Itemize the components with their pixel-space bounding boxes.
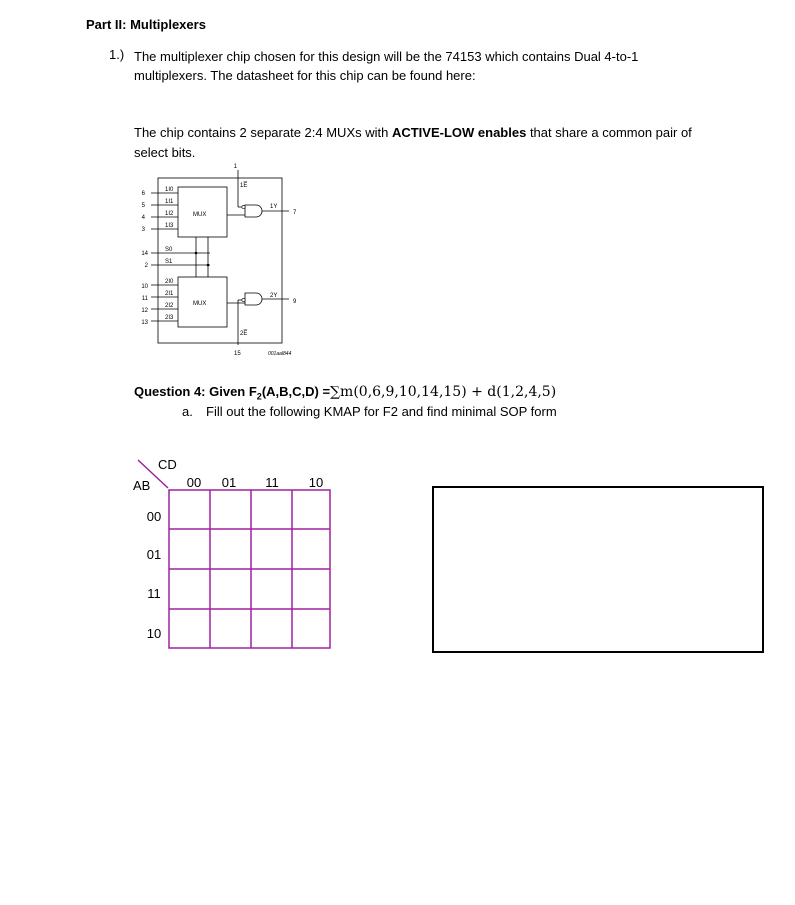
item1-line1: The multiplexer chip chosen for this design will be the 74153 which contains Dual 4-to-1 <box>134 49 639 64</box>
kmap-col-var: CD <box>158 457 177 472</box>
pin-5: 5 <box>141 203 145 209</box>
input-label-2i1: 2I1 <box>165 291 174 297</box>
pin-13: 13 <box>141 320 148 326</box>
chip-description-line1 <box>134 123 692 143</box>
pin-6: 6 <box>141 191 145 197</box>
chip-outline <box>158 178 282 343</box>
kmap-cell-01-01[interactable] <box>211 530 250 568</box>
kmap-cell-01-00[interactable] <box>170 530 209 568</box>
kmap-row-header: 01 <box>146 547 162 562</box>
kmap-cell-11-10[interactable] <box>293 570 329 608</box>
input-label-1i2: 1I2 <box>165 211 174 217</box>
kmap-cell-01-10[interactable] <box>293 530 329 568</box>
kmap-row-var: AB <box>133 478 151 493</box>
pin-3: 3 <box>141 227 145 233</box>
section-title: Part II: Multiplexers <box>86 17 206 32</box>
input-label-1i0: 1I0 <box>165 187 174 193</box>
kmap-col-header: 11 <box>265 475 279 490</box>
input-label-s1: S1 <box>165 259 173 265</box>
item1-line2: multiplexers. The datasheet for this chip can be found here: <box>134 68 476 83</box>
question4-prefix: Question 4: Given F <box>134 384 257 399</box>
output1-label: 1Y <box>270 204 278 210</box>
mux-chip-diagram <box>135 160 315 360</box>
kmap-cell-10-00[interactable] <box>170 610 209 647</box>
chip-text-part1: The chip contains 2 separate 2:4 MUXs with <box>134 125 392 140</box>
input-label-2i0: 2I0 <box>165 279 174 285</box>
kmap-col-header: 01 <box>221 475 237 490</box>
mux-label-top: MUX <box>193 212 207 218</box>
kmap-cell-00-01[interactable] <box>211 491 250 528</box>
figure-id: 001aal844 <box>268 351 292 357</box>
pin-12: 12 <box>141 308 148 314</box>
chip-description <box>134 123 692 163</box>
pin-15: 15 <box>234 351 241 357</box>
part-a-label: a. <box>182 404 193 419</box>
kmap-cell-11-00[interactable] <box>170 570 209 608</box>
kmap-cell-10-10[interactable] <box>293 610 329 647</box>
input-label-2i2: 2I2 <box>165 303 174 309</box>
enable2-label: 2E̅ <box>240 331 248 337</box>
input-label-2i3: 2I3 <box>165 315 174 321</box>
kmap-cell-10-01[interactable] <box>211 610 250 647</box>
question4-heading <box>134 384 556 402</box>
pin-9: 9 <box>293 299 297 305</box>
question4-vars: (A,B,C,D) = <box>261 384 331 399</box>
enable1-label: 1E̅ <box>240 183 248 189</box>
input-label-s0: S0 <box>165 247 173 253</box>
kmap-row-header: 10 <box>146 626 162 641</box>
kmap <box>125 455 340 655</box>
pin-14: 14 <box>141 251 148 257</box>
input-label-1i3: 1I3 <box>165 223 174 229</box>
kmap-cell-01-11[interactable] <box>252 530 291 568</box>
pin-11: 11 <box>141 296 148 302</box>
pin-4: 4 <box>141 215 145 221</box>
input-label-1i1: 1I1 <box>165 199 174 205</box>
pin-2: 2 <box>144 263 148 269</box>
output2-label: 2Y <box>270 293 278 299</box>
part-a-text: Fill out the following KMAP for F2 and find minimal SOP form <box>206 404 557 419</box>
kmap-cell-00-00[interactable] <box>170 491 209 528</box>
chip-text-bold: ACTIVE-LOW enables <box>391 125 527 140</box>
kmap-col-header: 00 <box>186 475 202 490</box>
sop-answer-box[interactable] <box>432 486 764 653</box>
kmap-row-header: 00 <box>146 509 162 524</box>
kmap-row-header: 11 <box>147 586 161 601</box>
kmap-cell-11-11[interactable] <box>252 570 291 608</box>
item1-paragraph <box>134 47 638 85</box>
kmap-cell-10-11[interactable] <box>252 610 291 647</box>
item-number: 1.) <box>109 47 125 62</box>
kmap-cell-11-01[interactable] <box>211 570 250 608</box>
pin-1: 1 <box>233 164 237 170</box>
mux-label-bottom: MUX <box>193 301 207 307</box>
pin-10: 10 <box>141 284 148 290</box>
question4-equation: ∑m(0,6,9,10,14,15) + d(1,2,4,5) <box>330 384 557 400</box>
chip-text-part2: that share a common pair of <box>526 125 692 140</box>
kmap-cell-00-10[interactable] <box>293 491 329 528</box>
chip-description-line2: select bits. <box>134 145 196 160</box>
kmap-col-header: 10 <box>308 475 324 490</box>
question4-part-a <box>182 404 557 419</box>
question4-subscript: 2 <box>256 391 262 402</box>
pin-7: 7 <box>293 210 297 216</box>
kmap-cell-00-11[interactable] <box>252 491 291 528</box>
